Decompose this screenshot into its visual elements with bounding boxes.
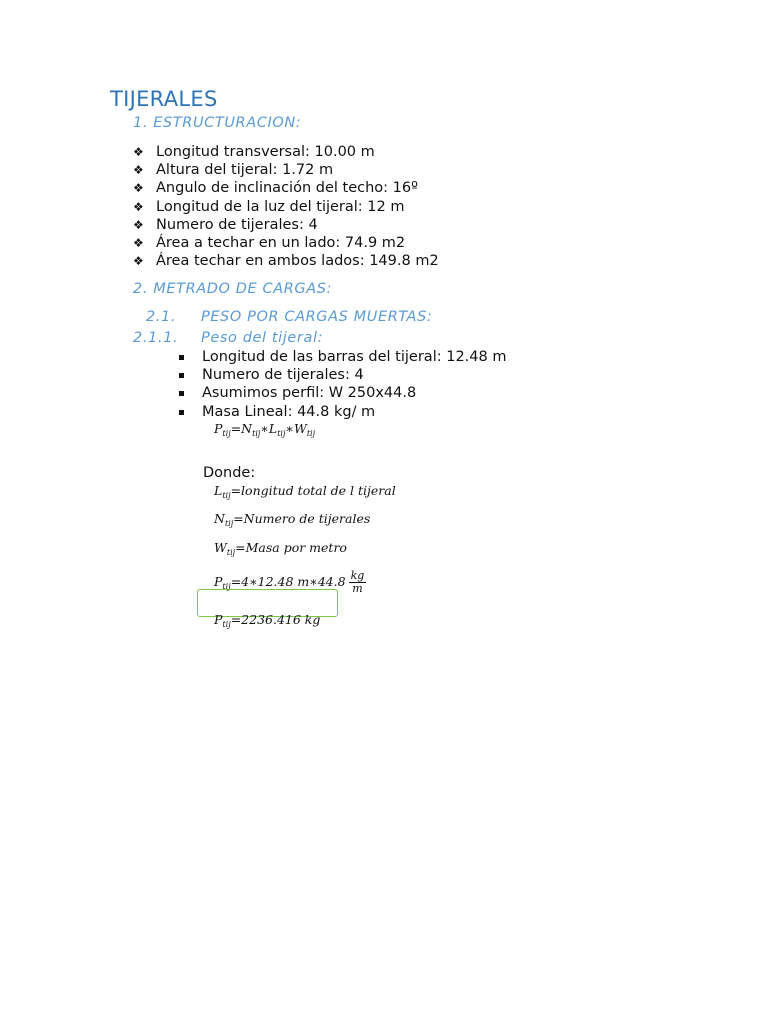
structure-list bbox=[133, 143, 439, 270]
kg-per-m-fraction: $\frac{kg}{m}$ bbox=[350, 569, 365, 595]
list-item-text: Longitud transversal: 10.00 m bbox=[156, 144, 375, 160]
list-item-text: Longitud de las barras del tijeral: 12.48 m bbox=[202, 349, 507, 365]
subsection-number: 2.1.1. bbox=[133, 330, 179, 346]
tijeral-weight-list bbox=[176, 348, 506, 421]
list-item-text: Altura del tijeral: 1.72 m bbox=[156, 162, 334, 179]
list-item bbox=[176, 384, 506, 402]
square-bullet-icon bbox=[176, 366, 202, 384]
list-item-text: Numero de tijerales: 4 bbox=[156, 216, 318, 233]
list-item-text: Área a techar en un lado: 74.9 m2 bbox=[156, 234, 406, 251]
list-item bbox=[133, 179, 439, 197]
calculation-formula: $P_{tij}=4∗12.48$ m∗44.8 $\frac{kg}{m}$ bbox=[214, 569, 365, 595]
diamond-bullet-icon: ❖ bbox=[133, 181, 144, 196]
diamond-bullet-icon: ❖ bbox=[133, 254, 144, 269]
diamond-bullet-icon: ❖ bbox=[133, 217, 144, 232]
result-formula: $P_{tij}=2236.416$ kg bbox=[214, 612, 321, 629]
list-item-text: Numero de tijerales: 4 bbox=[202, 367, 364, 384]
list-item-text: Longitud de la luz del tijeral: 12 m bbox=[156, 198, 405, 215]
list-item bbox=[133, 252, 439, 270]
square-bullet-icon bbox=[176, 403, 202, 421]
square-bullet-icon bbox=[176, 348, 202, 366]
list-item bbox=[133, 216, 439, 234]
definition-l: $L_{tij}=longitud$ total de l tijeral bbox=[214, 483, 396, 500]
list-item bbox=[176, 366, 506, 384]
subsection-2-1-heading bbox=[146, 309, 432, 325]
list-item-text: Angulo de inclinación del techo: 16º bbox=[156, 180, 418, 197]
definition-w: $W_{tij}=Masa$ por metro bbox=[214, 540, 347, 557]
subsection-title: Peso del tijeral: bbox=[201, 330, 324, 346]
subsection-title: PESO POR CARGAS MUERTAS: bbox=[201, 309, 433, 325]
list-item-text: Asumimos perfil: W 250x44.8 bbox=[202, 385, 417, 402]
donde-label: Donde: bbox=[203, 465, 256, 481]
list-item-text: Masa Lineal: 44.8 kg/ m bbox=[202, 403, 376, 420]
list-item bbox=[133, 234, 439, 252]
section-1-heading: 1. ESTRUCTURACION: bbox=[133, 115, 302, 131]
document-title: TIJERALES bbox=[110, 87, 218, 111]
list-item-text: Área techar en ambos lados: 149.8 m2 bbox=[156, 253, 439, 270]
list-item bbox=[133, 198, 439, 216]
diamond-bullet-icon: ❖ bbox=[133, 163, 144, 178]
definition-n: $N_{tij}=Numero$ de tijerales bbox=[214, 511, 371, 528]
section-2-heading: 2. METRADO DE CARGAS: bbox=[133, 281, 333, 297]
list-item bbox=[176, 348, 506, 366]
diamond-bullet-icon: ❖ bbox=[133, 235, 144, 250]
diamond-bullet-icon: ❖ bbox=[133, 145, 144, 159]
list-item bbox=[133, 143, 439, 161]
subsection-number: 2.1. bbox=[146, 309, 177, 325]
weight-formula: $P_{tij}=N_{tij}∗L_{tij}∗W_{tij}$ bbox=[214, 421, 316, 438]
diamond-bullet-icon: ❖ bbox=[133, 199, 144, 214]
list-item bbox=[133, 161, 439, 179]
square-bullet-icon bbox=[176, 384, 202, 402]
subsection-2-1-1-heading bbox=[133, 330, 323, 346]
list-item bbox=[176, 403, 506, 421]
